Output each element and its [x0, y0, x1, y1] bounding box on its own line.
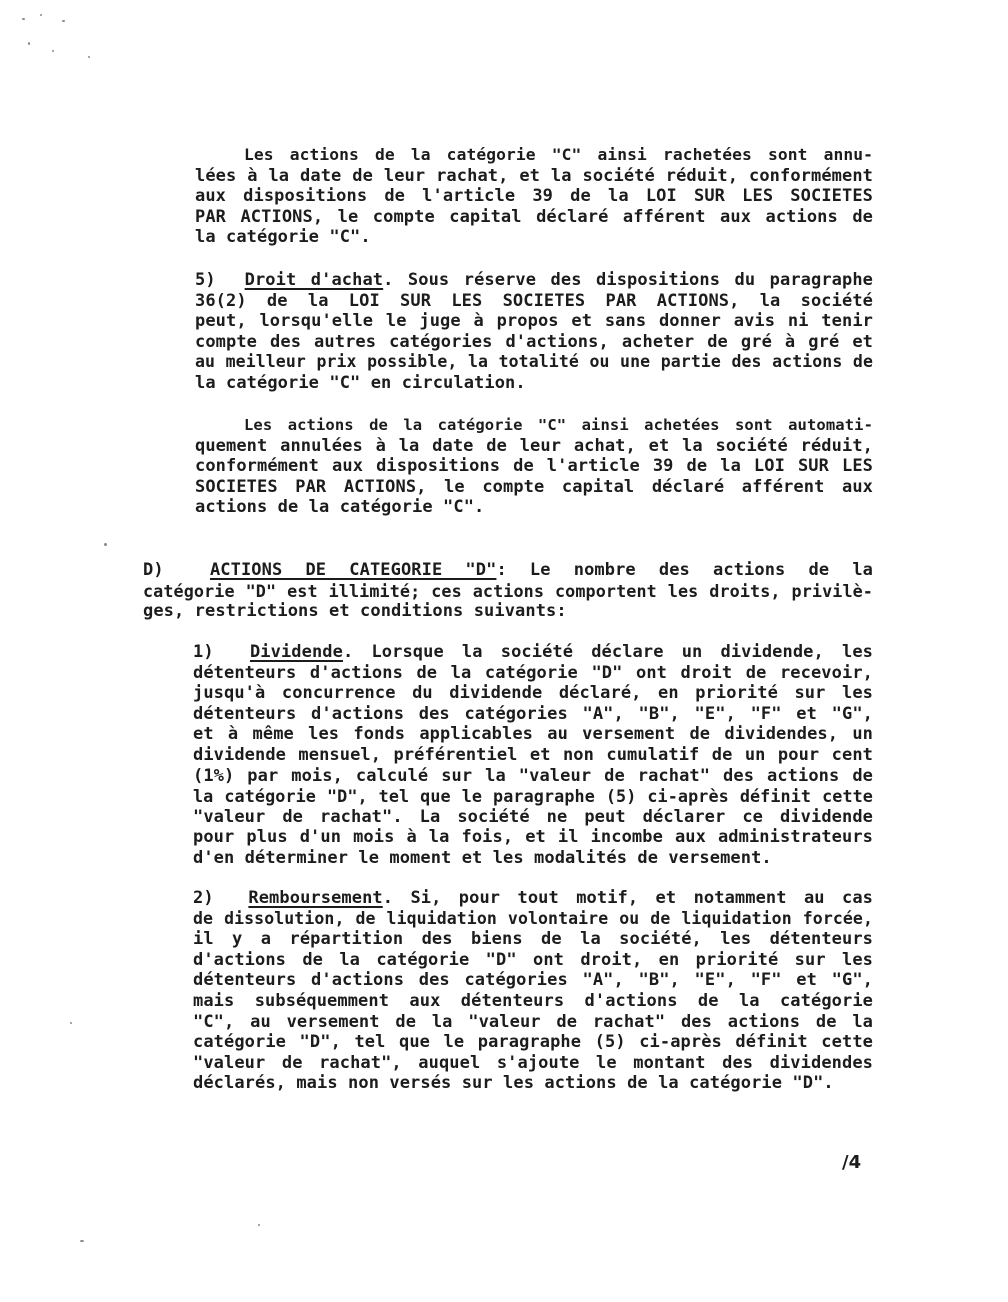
- scan-speck: [28, 42, 30, 45]
- text-line: et à même les fonds applicables au versement de dividendes, un: [193, 724, 873, 745]
- text-line: 36(2) de la LOI SUR LES SOCIETES PAR ACTIONS, la société: [195, 290, 873, 311]
- text-line: actions de la catégorie "C".: [195, 497, 485, 518]
- section-heading-line: [195, 270, 873, 291]
- text-line: quement annulées à la date de leur achat, et la société réduit,: [195, 435, 873, 456]
- section-number: 1): [193, 642, 214, 662]
- section-number: 2): [193, 888, 214, 908]
- text-line: la catégorie "C".: [195, 227, 371, 248]
- page-number: /4: [842, 1152, 862, 1173]
- text-line: dividende mensuel, préférentiel et non cumulatif de un pour cent: [193, 744, 873, 765]
- scan-speck: [258, 1224, 260, 1226]
- text-line: détenteurs d'actions des catégories "A", "B", "E", "F" et "G",: [193, 703, 873, 724]
- section-heading-line: [143, 560, 873, 581]
- section-5-droit-achat: [195, 270, 873, 394]
- heading-line-text: . Lorsque la société déclare un dividende, les: [342, 642, 873, 662]
- section-heading-line: [193, 642, 873, 663]
- text-line: catégorie "D", tel que le paragraphe (5) ci-après définit cette: [193, 1032, 873, 1053]
- text-line: d'en déterminer le moment et les modalités de versement.: [193, 847, 772, 868]
- text-line: (1%) par mois, calculé sur la "valeur de rachat" des actions de: [193, 765, 873, 786]
- scan-speck: [88, 56, 90, 58]
- section-heading: Dividende: [249, 642, 343, 662]
- scan-speck: [22, 18, 25, 20]
- text-line: lées à la date de leur rachat, et la société réduit, conformément: [195, 165, 873, 186]
- text-line: peut, lorsqu'elle le juge à propos et sans donner avis ni tenir: [195, 311, 873, 332]
- section-d1-dividende: [193, 642, 873, 869]
- text-line: la catégorie "C" en circulation.: [195, 372, 526, 393]
- section-heading-line: [193, 888, 873, 909]
- section-d-actions-categorie-d: [143, 560, 873, 622]
- text-line: la catégorie "D", tel que le paragraphe (5) ci-après définit cette: [193, 786, 873, 807]
- text-line: détenteurs d'actions de la catégorie "D" ont droit de recevoir,: [193, 662, 873, 683]
- section-heading: ACTIONS DE CATEGORIE "D": [209, 560, 497, 580]
- heading-line-text: . Si, pour tout motif, et notamment au cas: [382, 888, 873, 908]
- text-line: conformément aux dispositions de l'article 39 de la LOI SUR LES: [195, 456, 873, 477]
- scan-speck: [52, 50, 54, 52]
- text-line: "valeur de rachat", auquel s'ajoute le montant des dividendes: [193, 1052, 873, 1073]
- scan-speck: [40, 14, 42, 16]
- text-line: Les actions de la catégorie "C" ainsi achetées sont automati-: [244, 416, 873, 434]
- text-line: il y a répartition des biens de la société, les détenteurs: [193, 929, 873, 950]
- text-line: Les actions de la catégorie "C" ainsi rachetées sont annu-: [244, 145, 873, 164]
- text-line: jusqu'à concurrence du dividende déclaré, en priorité sur les: [193, 683, 873, 704]
- text-line: ges, restrictions et conditions suivants:: [143, 601, 567, 622]
- scan-speck: [62, 20, 65, 22]
- text-line: pour plus d'un mois à la fois, et il incombe aux administrateurs: [193, 827, 873, 848]
- heading-line-text: . Sous réserve des dispositions du paragraphe: [383, 270, 874, 290]
- text-line: "valeur de rachat". La société ne peut déclarer ce dividende: [193, 806, 873, 827]
- text-line: déclarés, mais non versés sur les actions de la catégorie "D".: [193, 1073, 834, 1094]
- text-line: détenteurs d'actions des catégories "A", "B", "E", "F" et "G",: [193, 970, 873, 991]
- section-number: 5): [195, 270, 216, 290]
- scan-speck: [80, 1240, 84, 1242]
- section-d2-remboursement: [193, 888, 873, 1094]
- text-line: aux dispositions de l'article 39 de la LOI SUR LES SOCIETES: [195, 186, 873, 207]
- text-line: de dissolution, de liquidation volontaire ou de liquidation forcée,: [193, 908, 873, 928]
- text-line: PAR ACTIONS, le compte capital déclaré afférent aux actions de: [195, 206, 873, 227]
- section-number: D): [143, 560, 164, 580]
- text-line: d'actions de la catégorie "D" ont droit, en priorité sur les: [193, 949, 873, 970]
- text-line: compte des autres catégories d'actions, acheter de gré à gré et: [195, 331, 873, 352]
- heading-line-text: : Le nombre des actions de la: [496, 560, 873, 580]
- scan-speck: [104, 543, 107, 546]
- section-heading: Droit d'achat: [244, 270, 384, 290]
- paragraph-c-redeemed: [195, 145, 873, 248]
- text-line: mais subséquemment aux détenteurs d'actions de la catégorie: [193, 990, 873, 1011]
- scan-speck: [70, 1022, 72, 1024]
- paragraph-c-purchased: [195, 415, 873, 518]
- section-heading: Remboursement: [248, 888, 383, 908]
- text-line: au meilleur prix possible, la totalité ou une partie des actions de: [195, 352, 873, 372]
- text-line: SOCIETES PAR ACTIONS, le compte capital déclaré afférent aux: [195, 476, 873, 497]
- text-line: "C", au versement de la "valeur de rachat" des actions de la: [193, 1011, 873, 1032]
- text-line: catégorie "D" est illimité; ces actions comportent les droits, privilè-: [143, 580, 873, 601]
